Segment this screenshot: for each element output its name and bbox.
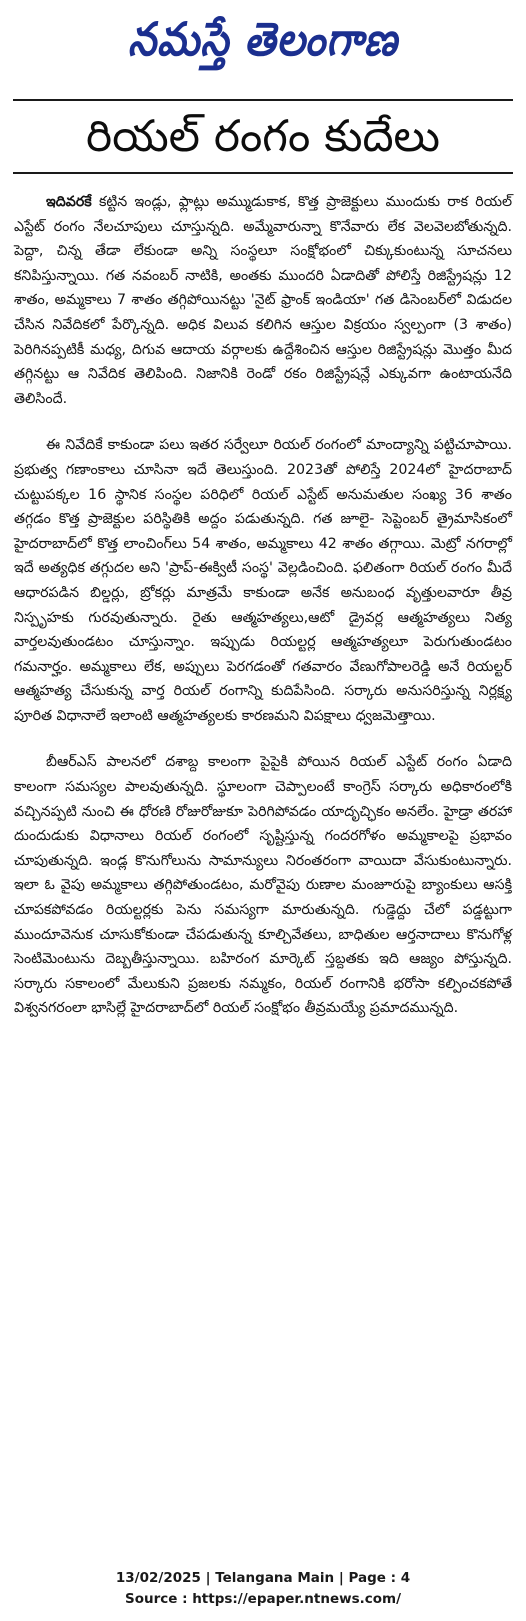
article-paragraph-3: బీఆర్ఎస్ పాలనలో దశాబ్ద కాలంగా పైపైకి పోయిన రియల్ ఎస్టేట్ రంగం ఏడాది కాలంగా సమస్యల పాలవుతున్నది. స్థూలంగా చెప్పాలంటే కాంగ్రెస్ సర్కారు అధికారంలోకి వచ్చినప్పటి నుంచి ఈ ధోరణి రోజురోజుకూ పెరిగిపోవడం యాదృచ్ఛికం అనలేం. హైడ్రా తరహా దుందుడుకు విధానాలు రియల్ రంగంలో సృష్టిస్తున్న గందరగోళం అమ్మకాలపై ప్రభావం చూపుతున్నది. ఇండ్ల కొనుగోలును సామాన్యులు నిరంతరంగా వాయిదా వేసుకుంటున్నారు. ఇలా ఓ వైపు అమ్మకాలు తగ్గిపోతుండటం, మరోవైపు రుణాల మంజూరుపై బ్యాంకులు ఆసక్తి చూపకపోవడం రియల్టర్లకు పెను సమస్యగా మారుతున్నది. గుడ్డెద్దు చేలో పడ్డట్టుగా ముందూవెనుక చూసుకోకుండా చేపడుతున్న కూల్చివేతలు, బాధితుల ఆర్తనాదాలు కొనుగోళ్ల సెంటిమెంటును దెబ్బతీస్తున్నాయి. బహిరంగ మార్కెట్ స్తబ్దతకు ఇది ఆజ్యం పోస్తున్నది. సర్కారు సకాలంలో మేలుకుని ప్రజలకు నమ్మకం, రియల్ రంగానికి భరోసా కల్పించకపోతే విశ్వనగరంలా భాసిల్లే హైదరాబాద్‌లో రియల్ సంక్షోభం తీవ్రమయ్యే ప్రమాదమున్నది. bbox=[14, 754, 512, 1017]
article-headline: రియల్ రంగం కుదేలు bbox=[86, 111, 440, 162]
headline-top-rule bbox=[13, 99, 513, 101]
article-paragraph-2: ఈ నివేదికే కాకుండా పలు ఇతర సర్వేలూ రియల్ రంగంలో మాంద్యాన్ని పట్టిచూపాయి. ప్రభుత్వ గణాంకాలు చూసినా ఇదే తెలుస్తుంది. 2023తో పోలిస్తే 2024లో హైదరాబాద్ చుట్టుపక్కల 16 స్థానిక సంస్థల పరిధిలో రియల్ ఎస్టేట్ అనుమతుల సంఖ్య 36 శాతం తగ్గడం కొత్త ప్రాజెక్టుల పరిస్థితికి అద్దం పడుతున్నది. గత జూలై- సెప్టెంబర్ త్రైమాసికంలో హైదరాబాద్‌లో కొత్త లాంచింగ్‌లు 54 శాతం, అమ్మకాలు 42 శాతం తగ్గాయి. మెట్రో నగరాల్లో ఇదే అత్యధిక తగ్గుదల అని 'ప్రాప్-ఈక్విటీ సంస్థ' వెల్లడించింది. ఫలితంగా రియల్ రంగం మీదే ఆధారపడిన బిల్డర్లు, బ్రోకర్లు మాత్రమే కాకుండా అనేక అనుబంధ వృత్తులవారూ తీవ్ర నిస్పృహకు గురవుతున్నారు. రైతు ఆత్మహత్యలు,ఆటో డ్రైవర్ల ఆత్మహత్యలు నిత్య వార్తలవుతుండటం చూస్తున్నాం. ఇప్పుడు రియల్టర్ల ఆత్మహత్యలూ పెరుగుతుండటం గమనార్హం. అమ్మకాలు లేక, అప్పులు పెరగడంతో గతవారం వేణుగోపాలరెడ్డి అనే రియల్టర్ ఆత్మహత్య చేసుకున్న వార్త రియల్ రంగాన్ని కుదిపేసింది. సర్కారు అనుసరిస్తున్న నిర్లక్ష్య పూరిత విధానాలే ఇలాంటి ఆత్మహత్యలకు కారణమని విపక్షాలు ధ్వజమెత్తాయి. bbox=[14, 437, 512, 724]
lead-word: ఇదివరకే bbox=[46, 194, 92, 210]
masthead-logo-text: నమస్తే తెలంగాణ bbox=[127, 13, 399, 67]
article-body bbox=[14, 190, 512, 1021]
newspaper-masthead bbox=[0, 0, 526, 78]
page-footer bbox=[0, 1568, 526, 1610]
headline-bottom-rule bbox=[13, 172, 513, 174]
paragraph-1-text: కట్టిన ఇండ్లు, ఫ్లాట్లు అమ్ముడుకాక, కొత్త ప్రాజెక్టులు ముందుకు రాక రియల్ ఎస్టేట్ రంగం నేలచూపులు చూస్తున్నది. అమ్మేవారున్నా కొనేవారు లేక వెలవెలబోతున్నది. పెద్దా, చిన్న తేడా లేకుండా అన్ని సంస్థలూ సంక్షోభంలో చిక్కుకుంటున్న సూచనలు కనిపిస్తున్నాయి. గత నవంబర్ నాటికి, అంతకు ముందరి ఏడాదితో పోలిస్తే రిజిస్ట్రేషన్లు 12 శాతం, అమ్మకాలు 7 శాతం తగ్గిపోయినట్టు 'నైట్ ఫ్రాంక్ ఇండియా' గత డిసెంబర్‌లో విడుదల చేసిన నివేదికలో పేర్కొన్నది. అధిక విలువ కలిగిన ఆస్తుల విక్రయం స్వల్పంగా (3 శాతం) పెరిగినప్పటికీ మధ్య, దిగువ ఆదాయ వర్గాలకు ఉద్దేశించిన ఆస్తుల రిజిస్ట్రేషన్లు మొత్తం మీద తగ్గినట్టు ఆ నివేదిక తెలిపింది. నిజానికి రెండో రకం రిజిస్ట్రేషన్లే ఎక్కువగా ఉంటాయనేది తెలిసిందే. bbox=[14, 194, 512, 407]
footer-source-link[interactable]: Source : https://epaper.ntnews.com/ bbox=[124, 1591, 402, 1607]
footer-date-edition: 13/02/2025 | Telangana Main | Page : 4 bbox=[115, 1570, 411, 1586]
article-paragraph-1 bbox=[14, 190, 512, 411]
